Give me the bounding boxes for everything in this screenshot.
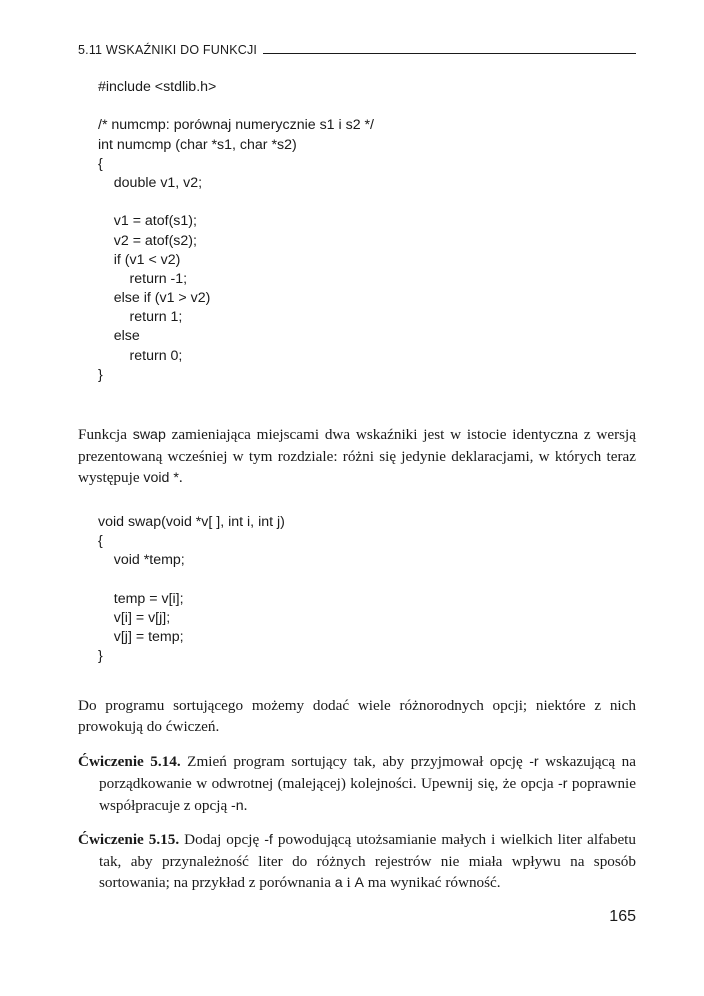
code-line: } <box>98 366 103 383</box>
exercise-5-15 <box>78 829 636 894</box>
code-line: temp = v[i]; <box>98 590 184 607</box>
code-line: { <box>98 533 103 550</box>
code-line: v1 = atof(s1); <box>98 213 197 230</box>
code-line: return -1; <box>98 270 188 287</box>
text-fragment: powodującą utożsamianie małych i wielkich liter alfabetu tak, aby przynależność liter do różnych rejestrów nie miała wpływu na sposób sortowania; na przykład z porównania <box>99 831 636 891</box>
code-line: #include <stdlib.h> <box>98 79 217 95</box>
code-line: void swap(void *v[ ], int i, int j) <box>98 514 285 530</box>
code-line <box>98 193 374 212</box>
code-line <box>98 97 374 116</box>
running-header <box>78 37 636 57</box>
text-fragment: Funkcja <box>78 426 133 443</box>
code-line: void *temp; <box>98 552 185 569</box>
paragraph-options: Do programu sortującego możemy dodać wiele różnorodnych opcji; niektóre z nich prowokują do ćwiczeń. <box>78 697 636 735</box>
code-block-numcmp <box>98 78 374 385</box>
text-fragment: Zmień program sortujący tak, aby przyjmował opcję <box>180 753 530 770</box>
code-line: else if (v1 > v2) <box>98 290 211 307</box>
text-fragment: zamieniająca miejscami dwa wskaźniki jest w istocie identyczna z wersją prezentowaną wcześniej w tym rozdziale: różni się jedynie deklaracjami, w których teraz występuje <box>78 426 636 486</box>
code-line: double v1, v2; <box>98 174 203 191</box>
inline-code-void-pointer: void * <box>143 470 179 486</box>
exercise-label: Ćwiczenie 5.14. <box>78 753 181 770</box>
page-number: 165 <box>609 908 636 925</box>
text-fragment: Dodaj opcję <box>179 831 265 848</box>
text-fragment: . <box>243 797 248 814</box>
option-flag: -f <box>264 832 273 848</box>
code-line: v[j] = temp; <box>98 629 184 646</box>
code-line: int numcmp (char *s1, char *s2) <box>98 136 297 153</box>
code-line: { <box>98 155 103 172</box>
option-flag: -n <box>231 798 244 814</box>
letter-lowercase: a <box>334 875 343 891</box>
code-block-swap <box>98 513 285 667</box>
text-fragment: i <box>342 874 355 891</box>
header-rule <box>263 53 636 54</box>
code-line: v[i] = v[j]; <box>98 609 171 626</box>
option-flag: -r <box>558 776 568 792</box>
paragraph-swap <box>78 424 636 489</box>
code-line: v2 = atof(s2); <box>98 232 197 249</box>
inline-code-swap: swap <box>132 427 166 443</box>
code-line: else <box>98 328 140 345</box>
letter-uppercase: A <box>354 875 364 891</box>
code-line: return 1; <box>98 309 183 326</box>
text-fragment: poprawnie współpracuje z opcją <box>99 775 636 814</box>
text-fragment: ma wynikać równość. <box>363 874 501 891</box>
exercise-5-14 <box>78 751 636 817</box>
text-fragment: wskazującą na porządkowanie w odwrotnej (malejącej) kolejności. Upewnij się, że opcja <box>99 753 636 792</box>
exercise-label: Ćwiczenie 5.15. <box>78 831 180 848</box>
text-fragment: . <box>178 469 183 486</box>
code-line: if (v1 < v2) <box>98 251 181 268</box>
code-line <box>98 571 285 590</box>
code-line: return 0; <box>98 347 183 364</box>
option-flag: -r <box>529 754 539 770</box>
code-line: /* numcmp: porównaj numerycznie s1 i s2 */ <box>98 117 374 134</box>
code-line: } <box>98 648 103 665</box>
header-title: 5.11 WSKAŹNIKI DO FUNKCJI <box>78 43 258 57</box>
